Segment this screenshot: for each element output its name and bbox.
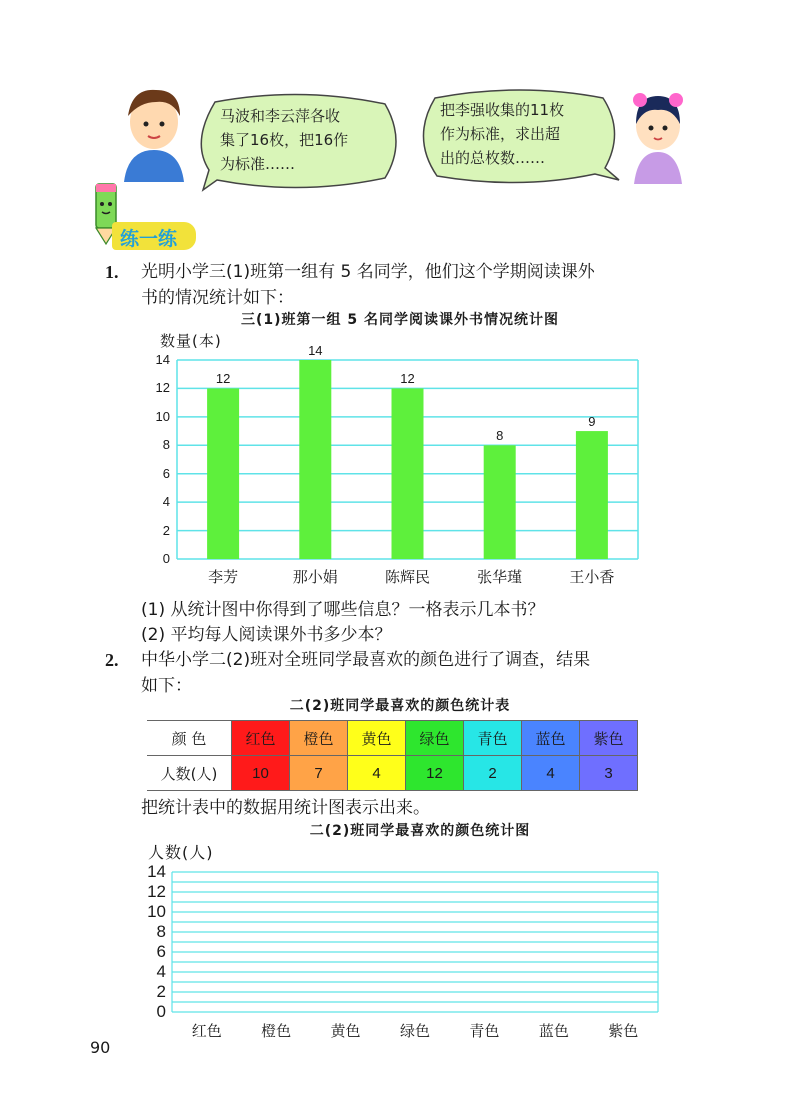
q1-text-line: 光明小学三(1)班第一组有 5 名同学，他们这个学期阅读课外 xyxy=(141,262,595,282)
table-count-cell: 7 xyxy=(290,756,348,791)
table-count-cell: 3 xyxy=(580,756,638,791)
chart2-y-tick-label: 2 xyxy=(156,982,166,1001)
chart2-category-label: 蓝色 xyxy=(538,1022,569,1040)
chart2-category-label: 黄色 xyxy=(330,1022,361,1040)
chart2-ylabel: 人数(人) xyxy=(148,843,214,862)
table-row xyxy=(147,756,638,791)
table-count-cell: 4 xyxy=(522,756,580,791)
table-title: 二(2)班同学最喜欢的颜色统计表 xyxy=(289,698,511,714)
right-bubble-line: 出的总枚数…… xyxy=(440,149,546,167)
chart1-y-tick-label: 6 xyxy=(162,465,170,481)
table-count-cell: 4 xyxy=(348,756,406,791)
table-color-cell: 紫色 xyxy=(580,721,638,756)
chart2-y-tick-label: 10 xyxy=(147,902,166,921)
chart1-category-label: 张华瑾 xyxy=(477,568,523,586)
left-bubble-line: 集了16枚，把16作 xyxy=(220,131,349,149)
chart1-bar-value-label: 8 xyxy=(496,428,504,444)
chart1-y-tick-label: 2 xyxy=(162,522,170,538)
table-color-cell: 黄色 xyxy=(348,721,406,756)
table-row xyxy=(147,721,638,756)
practice-label-badge xyxy=(112,222,196,250)
chart2-category-label: 橙色 xyxy=(261,1022,292,1040)
color-statistics-table xyxy=(147,720,638,791)
chart1-bar-value-label: 14 xyxy=(308,343,323,358)
q2-text-line: 中华小学二(2)班对全班同学最喜欢的颜色进行了调查，结果 xyxy=(141,650,591,670)
chart1-bar-value-label: 12 xyxy=(215,371,231,387)
chart1-y-tick-label: 4 xyxy=(162,494,170,510)
chart2-y-tick-label: 6 xyxy=(156,942,166,961)
chart1-category-label: 陈辉民 xyxy=(384,568,430,586)
q1-text-line: 书的情况统计如下： xyxy=(141,288,294,308)
question-number: 2. xyxy=(105,650,119,670)
girl-illustration xyxy=(628,88,688,184)
table-count-cell: 2 xyxy=(464,756,522,791)
blank-color-bar-chart xyxy=(140,860,680,1050)
table-color-cell: 橙色 xyxy=(290,721,348,756)
chart2-category-label: 青色 xyxy=(469,1022,500,1040)
chart2-category-label: 绿色 xyxy=(399,1022,430,1040)
table-row-header: 颜 色 xyxy=(147,721,232,756)
chart2-category-label: 紫色 xyxy=(608,1022,639,1040)
chart1-category-label: 那小娟 xyxy=(292,568,338,586)
chart1-category-label: 王小香 xyxy=(569,568,615,586)
chart1-category-label: 李芳 xyxy=(208,568,239,586)
chart2-y-tick-label: 0 xyxy=(156,1002,166,1021)
chart1-bar xyxy=(392,388,424,559)
left-bubble-line: 为标准…… xyxy=(220,155,296,173)
chart1-bar xyxy=(576,431,608,559)
chart1-y-tick-label: 10 xyxy=(155,408,170,424)
chart1-bar xyxy=(207,388,239,559)
q1-sub-question-2: (2) 平均每人阅读课外书多少本？ xyxy=(141,625,392,645)
chart1-y-tick-label: 0 xyxy=(162,551,170,566)
reading-bar-chart xyxy=(140,345,660,585)
chart1-title: 三(1)班第一组 5 名同学阅读课外书情况统计图 xyxy=(240,312,560,328)
chart2-y-tick-label: 4 xyxy=(156,962,166,981)
chart1-y-tick-label: 12 xyxy=(155,380,170,396)
chart2-y-tick-label: 12 xyxy=(147,882,166,901)
chart2-category-label: 红色 xyxy=(191,1022,222,1040)
chart1-ylabel: 数量(本) xyxy=(160,332,222,350)
practice-label: 练一练 xyxy=(120,228,178,250)
chart1-bar-value-label: 12 xyxy=(400,371,415,387)
table-color-cell: 绿色 xyxy=(406,721,464,756)
table-count-cell: 10 xyxy=(232,756,290,791)
left-bubble-line: 马波和李云萍各收 xyxy=(220,107,341,125)
q2-text-line: 如下： xyxy=(141,676,192,696)
table-color-cell: 青色 xyxy=(464,721,522,756)
chart1-y-tick-label: 8 xyxy=(162,437,170,453)
table-count-cell: 12 xyxy=(406,756,464,791)
page-number: 90 xyxy=(90,1038,111,1057)
chart2-y-tick-label: 8 xyxy=(156,922,166,941)
right-bubble-line: 作为标准，求出超 xyxy=(440,125,561,143)
chart1-bar xyxy=(484,445,516,559)
q1-sub-question-1: (1) 从统计图中你得到了哪些信息？一格表示几本书？ xyxy=(141,600,545,620)
chart1-bar xyxy=(299,360,331,559)
question-number: 1. xyxy=(105,262,119,282)
right-bubble-line: 把李强收集的11枚 xyxy=(440,101,565,119)
boy-illustration xyxy=(118,82,190,182)
chart1-y-tick-label: 14 xyxy=(155,352,170,367)
table-color-cell: 红色 xyxy=(232,721,290,756)
q2-instruction: 把统计表中的数据用统计图表示出来。 xyxy=(141,798,430,818)
table-row-header: 人数(人) xyxy=(147,756,232,791)
table-color-cell: 蓝色 xyxy=(522,721,580,756)
chart2-title: 二(2)班同学最喜欢的颜色统计图 xyxy=(309,823,531,839)
chart2-y-tick-label: 14 xyxy=(147,862,166,881)
chart1-bar-value-label: 9 xyxy=(588,414,596,430)
